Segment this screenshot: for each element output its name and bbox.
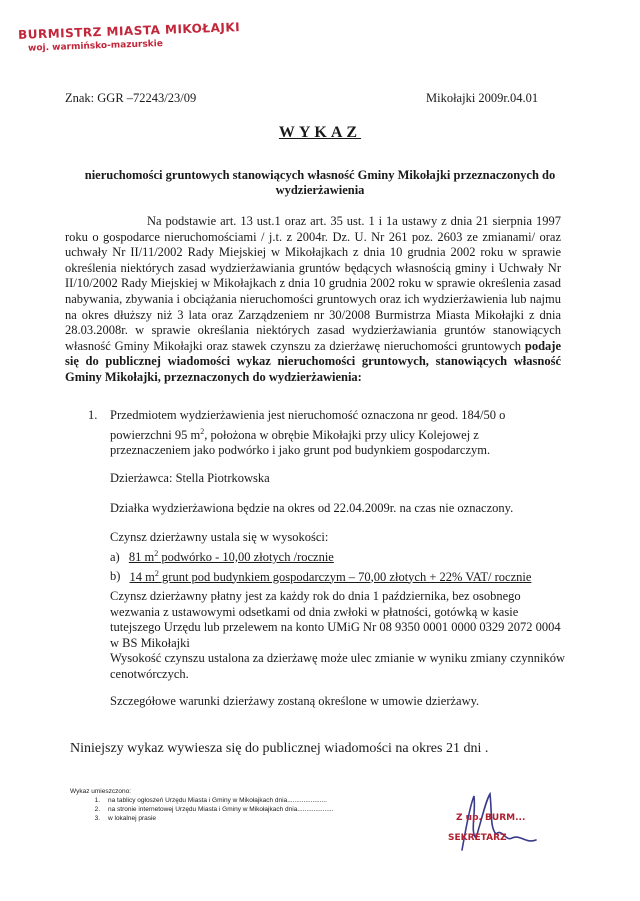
rent-b-text-2: grunt pod budynkiem gospodarczym – 70,00 złotych + 22% VAT/ rocznie [158,569,532,584]
rent-b-label: b) [110,569,121,584]
document-title: WYKAZ [278,124,362,141]
rent-section [110,530,568,585]
rent-item-a [110,546,568,566]
stamp-line-1: BURMISTRZ MIASTA MIKOŁAJKI [17,20,241,42]
footer-item-number: 1. [94,797,100,804]
signature-stamp-line-1: Z up. BURM... [456,813,526,823]
rent-b-sup: 2 [154,568,159,578]
rent-change-text: Wysokość czynszu ustalona za dzierżawę może ulec zmianie w wyniku zmiany czynników cenotwórczych. [110,651,565,681]
item-text-a: Przedmiotem wydzierżawienia jest nieruchomość oznaczona nr geod. 184/50 o powierzchni 95 m [110,408,506,442]
tenant-line: Dzierżawca: Stella Piotrkowska [110,471,270,485]
intro-paragraph [65,214,561,386]
placement-footer [70,787,333,823]
lease-details: Szczegółowe warunki dzierżawy zostaną określone w umowie dzierżawy. [110,694,480,708]
rent-a-text-2: podwórko - 10,00 złotych /rocznie [158,549,334,564]
intro-text: Na podstawie art. 13 ust.1 oraz art. 35 ust. 1 i 1a ustawy z dnia 21 sierpnia 1997 roku o gospodarce nieruchomościami / j.t. z 2004r. Dz. U. Nr 261 poz. 2603 ze zmianami/ oraz uchwały Nr II/11/2002 Rady Miejskiej w Mikołajkach z dnia 10 grudnia 2002 roku w sprawie określenia niektórych zasad wydzierżawiania gruntów będących własnością gminy i Uchwały Nr II/10/2002 Rady Miejskiej w Mikołajkach z dnia 10 grudnia 2002 roku w sprawie określenia zasad nabywania, zbywania i obciążania nieruchomości gruntowych oraz ich wydzierżawienia lub najmu na okres dłuższy niż 3 lata oraz Zarządzeniem nr 30/2008 Burmistrza Miasta Mikołajki z dnia 28.03.2008r. w sprawie określania niektórych zasad wydzierżawiania gruntów stanowiących własność Gminy Mikołajki oraz stawek czynszu za dzierżawę nieruchomości gruntowych [65,214,561,353]
document-date: Mikołajki 2009r.04.01 [426,91,539,105]
mayor-stamp [17,20,241,54]
item-text [110,408,560,459]
footer-item-number: 2. [94,806,100,813]
footer-item-text: na tablicy ogłoszeń Urzędu Miasta i Gminy w Mikołajkach dnia...................... [108,797,327,804]
item-number: 1. [88,408,98,422]
intro-bold-text: podaje się do publicznej wiadomości wykaz nieruchomości gruntowych, stanowiących własność Gminy Mikołajki, przeznaczonych do wydzierżawienia: [65,338,561,384]
stamp-line-2: woj. warmińsko-mazurskie [27,38,164,54]
rent-intro: Czynsz dzierżawny ustala się w wysokości: [110,530,329,544]
rent-a-text-1: 81 m [128,549,155,564]
lease-period: Działka wydzierżawiona będzie na okres od 22.04.2009r. na czas nie oznaczony. [110,501,514,515]
item-text-b: , położona w obrębie Mikołajki przy ulicy Kolejowej z przeznaczeniem jako podwórko i jako grunt pod budynkiem gospodarczym. [110,427,491,458]
rent-a-text [129,550,334,564]
footer-item [70,796,333,805]
item-sup: 2 [200,426,205,436]
reference-number: Znak: GGR –72243/23/09 [65,91,197,105]
rent-a-sup: 2 [154,548,159,558]
footer-heading: Wykaz umieszczono: [70,788,131,795]
rent-a-label: a) [110,549,120,564]
payment-terms [110,589,572,683]
signature-stamp-line-2: SEKRETARZ [448,833,507,843]
rent-b-text [130,570,532,584]
footer-item [70,814,333,823]
footer-item-text: w lokalnej prasie [108,815,157,822]
payment-text: Czynsz dzierżawny płatny jest za każdy rok do dnia 1 października, bez osobnego wezwania z ustawowymi odsetkami od dnia zwłoki w płatności, gotówką w kasie tutejszego Urzędu lub przelewem na konto UMiG Nr 08 9350 0001 0000 0329 2072 0004 w BS Mikołajki [110,589,561,650]
footer-item [70,805,333,814]
footer-item-text: na stronie internetowej Urzędu Miasta i Gminy w Mikołajkach dnia.................... [108,806,334,813]
rent-item-b [110,565,568,585]
signature-stamp [448,812,525,844]
footer-item-number: 3. [94,815,100,822]
document-subtitle: nieruchomości gruntowych stanowiących własność Gminy Mikołajki przeznaczonych do wydzierżawienia [84,168,556,197]
rent-b-text-1: 14 m [129,569,155,584]
closing-statement: Niniejszy wykaz wywiesza się do publicznej wiadomości na okres 21 dni . [70,741,489,756]
